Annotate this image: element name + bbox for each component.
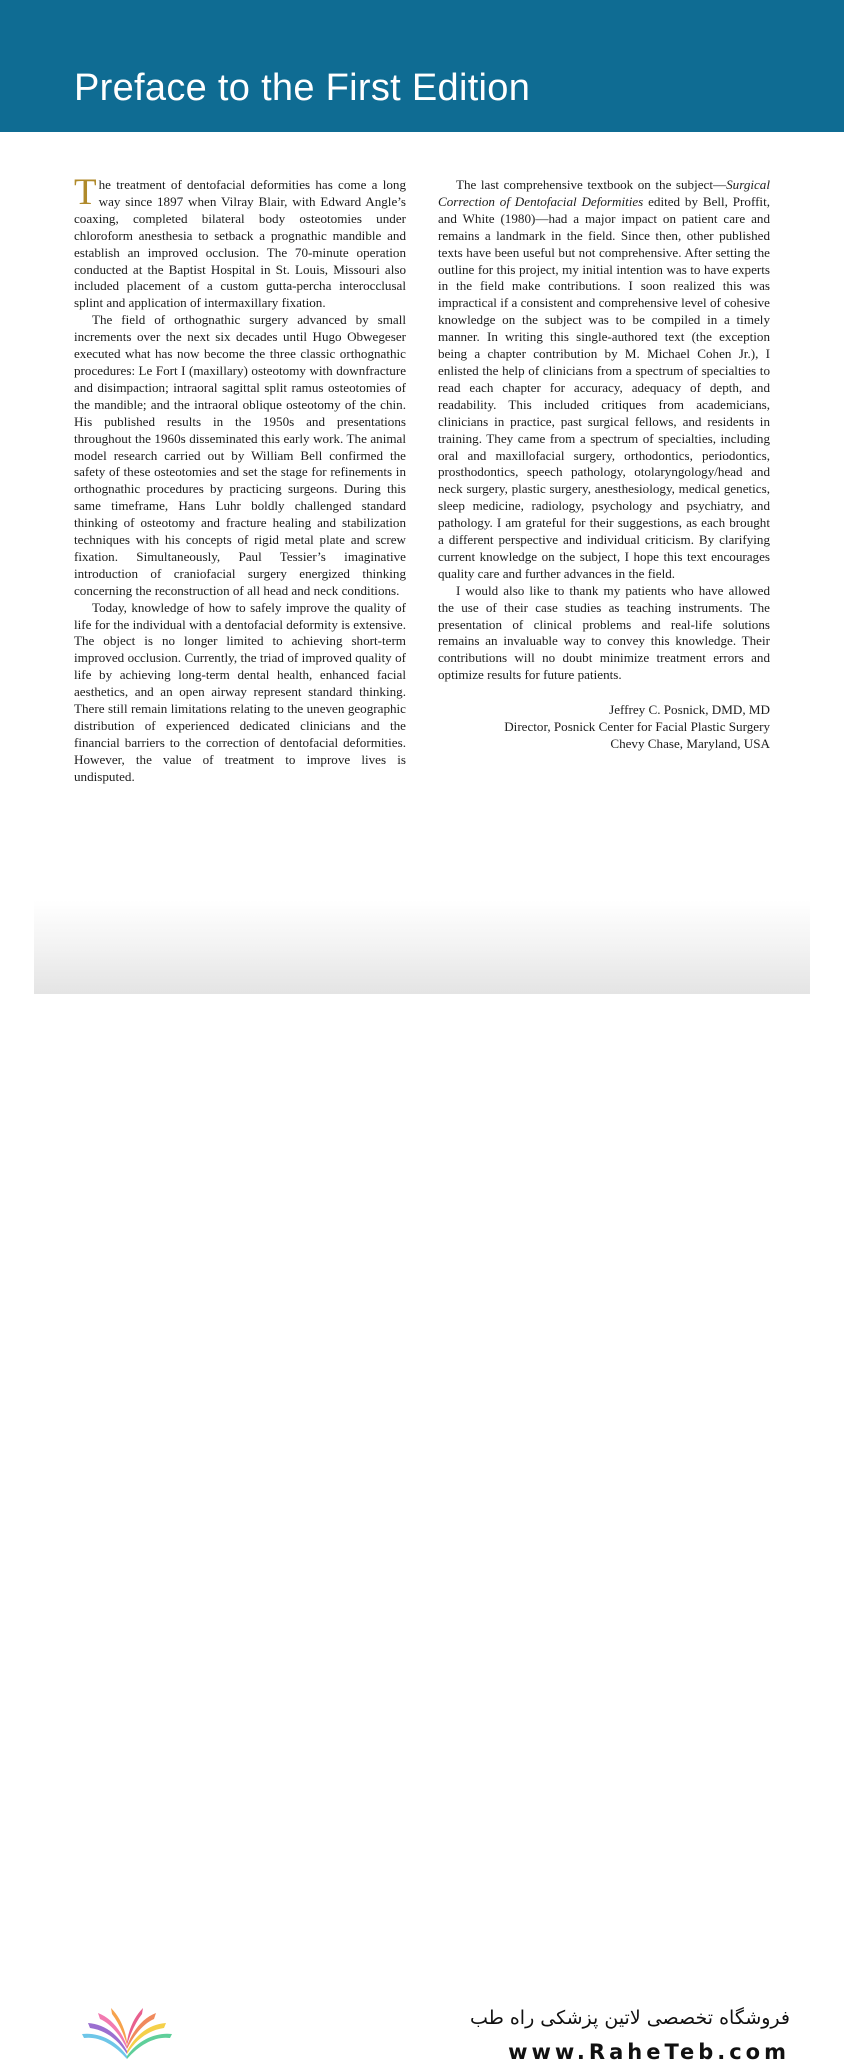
footer-website-link[interactable]: www.RaheTeb.com <box>508 2040 790 2064</box>
paragraph-4-intro: The last comprehensive textbook on the subject— <box>456 177 727 192</box>
open-book-rainbow-logo-icon <box>78 2004 176 2062</box>
paragraph-1 <box>74 172 406 312</box>
paragraph-2: The field of orthognathic surgery advanced by small increments over the next six decades until Hugo Obwegeser executed what has now become the three classic orthognathic procedures: Le Fort I (maxillary) osteotomy with downfracture and disimpaction; intraoral sagittal split ramus osteotomies of the mandible; and the intraoral oblique osteotomy of the chin. His published results in the 1950s and presentations throughout the 1960s disseminated this early work. The animal model research carried out by William Bell confirmed the safety of these osteotomies and set the stage for refinements in orthognathic procedures by practicing surgeons. During this same timeframe, Hans Luhr boldly challenged standard thinking of osteotomy and fracture healing and stabilization techniques with his concepts of rigid metal plate and screw fixation. Simultaneously, Paul Tessier’s imaginative introduction of craniofacial surgery energized thinking concerning the reconstruction of all head and neck conditions. <box>74 312 406 598</box>
book-title-italic: Surgical Correction of Dentofacial Deformities <box>438 177 770 209</box>
right-column <box>438 177 770 752</box>
drop-cap: T <box>74 172 97 213</box>
footer-brand-text: فروشگاه تخصصی لاتین پزشکی راه طب <box>470 2007 790 2029</box>
signature-block <box>438 701 770 752</box>
page-bottom-shadow <box>34 900 810 994</box>
footer-watermark <box>0 994 844 2064</box>
header-band <box>0 0 844 132</box>
paragraph-4-text: edited by Bell, Proffit, and White (1980)—had a major impact on patient care and remains a landmark in the field. Since then, other published texts have been useful but not comprehensive. After setting the outline for this project, my initial intention was to have experts in the field make contributions. I soon realized this was impractical if a consistent and comprehensive level of cohesive knowledge on the subject was to be compiled in a timely manner. In writing this single-authored text (the exception being a chapter contribution by M. Michael Cohen Jr.), I enlisted the help of clinicians from a spectrum of specialties to read each chapter for accuracy, adequacy of depth, and readability. This included critiques from academicians, clinicians in practice, past surgical fellows, and residents in training. They came from a spectrum of specialties, including oral and maxillofacial surgery, orthodontics, periodontics, prosthodontics, speech pathology, otolaryngology/head and neck surgery, plastic surgery, anesthesiology, medical genetics, sleep medicine, radiology, psychology and psychiatry, and pathology. I am grateful for their suggestions, as each brought a different perspective and individual criticism. By clarifying current knowledge on the subject, I hope this text encourages quality care and further advances in the field. <box>438 193 770 581</box>
left-column <box>74 172 406 786</box>
paragraph-4 <box>438 177 770 583</box>
signature-name: Jeffrey C. Posnick, DMD, MD <box>609 702 770 718</box>
page-title: Preface to the First Edition <box>74 67 531 109</box>
paragraph-3: Today, knowledge of how to safely improve the quality of life for the individual with a dentofacial deformity is extensive. The object is no longer limited to achieving short-term improved occlusion. Currently, the triad of improved quality of life by achieving long-term dental health, enhanced facial aesthetics, and an open airway represent standard thinking. There still remain limitations relating to the uneven geographic distribution of experienced dedicated clinicians and the financial barriers to the correction of dentofacial deformities. However, the value of treatment to improve lives is undisputed. <box>74 599 406 784</box>
paragraph-1-text: he treatment of dentofacial deformities has come a long way since 1897 when Vilray Blair, with Edward Angle’s coaxing, completed bilateral body osteotomies under chloroform anesthesia to setback a prognathic mandible and establish an improved occlusion. The 70-minute operation conducted at the Baptist Hospital in St. Louis, Missouri also included placement of a custom gutta-percha interocclusal splint and application of intermaxillary fixation. <box>74 177 406 311</box>
signature-location: Chevy Chase, Maryland, USA <box>610 736 770 752</box>
paragraph-5: I would also like to thank my patients who have allowed the use of their case studies as teaching instruments. The presentation of clinical problems and real-life solutions remains an invaluable way to convey this knowledge. Their contributions will no doubt minimize treatment errors and optimize results for future patients. <box>438 582 770 683</box>
signature-title: Director, Posnick Center for Facial Plastic Surgery <box>504 719 770 735</box>
